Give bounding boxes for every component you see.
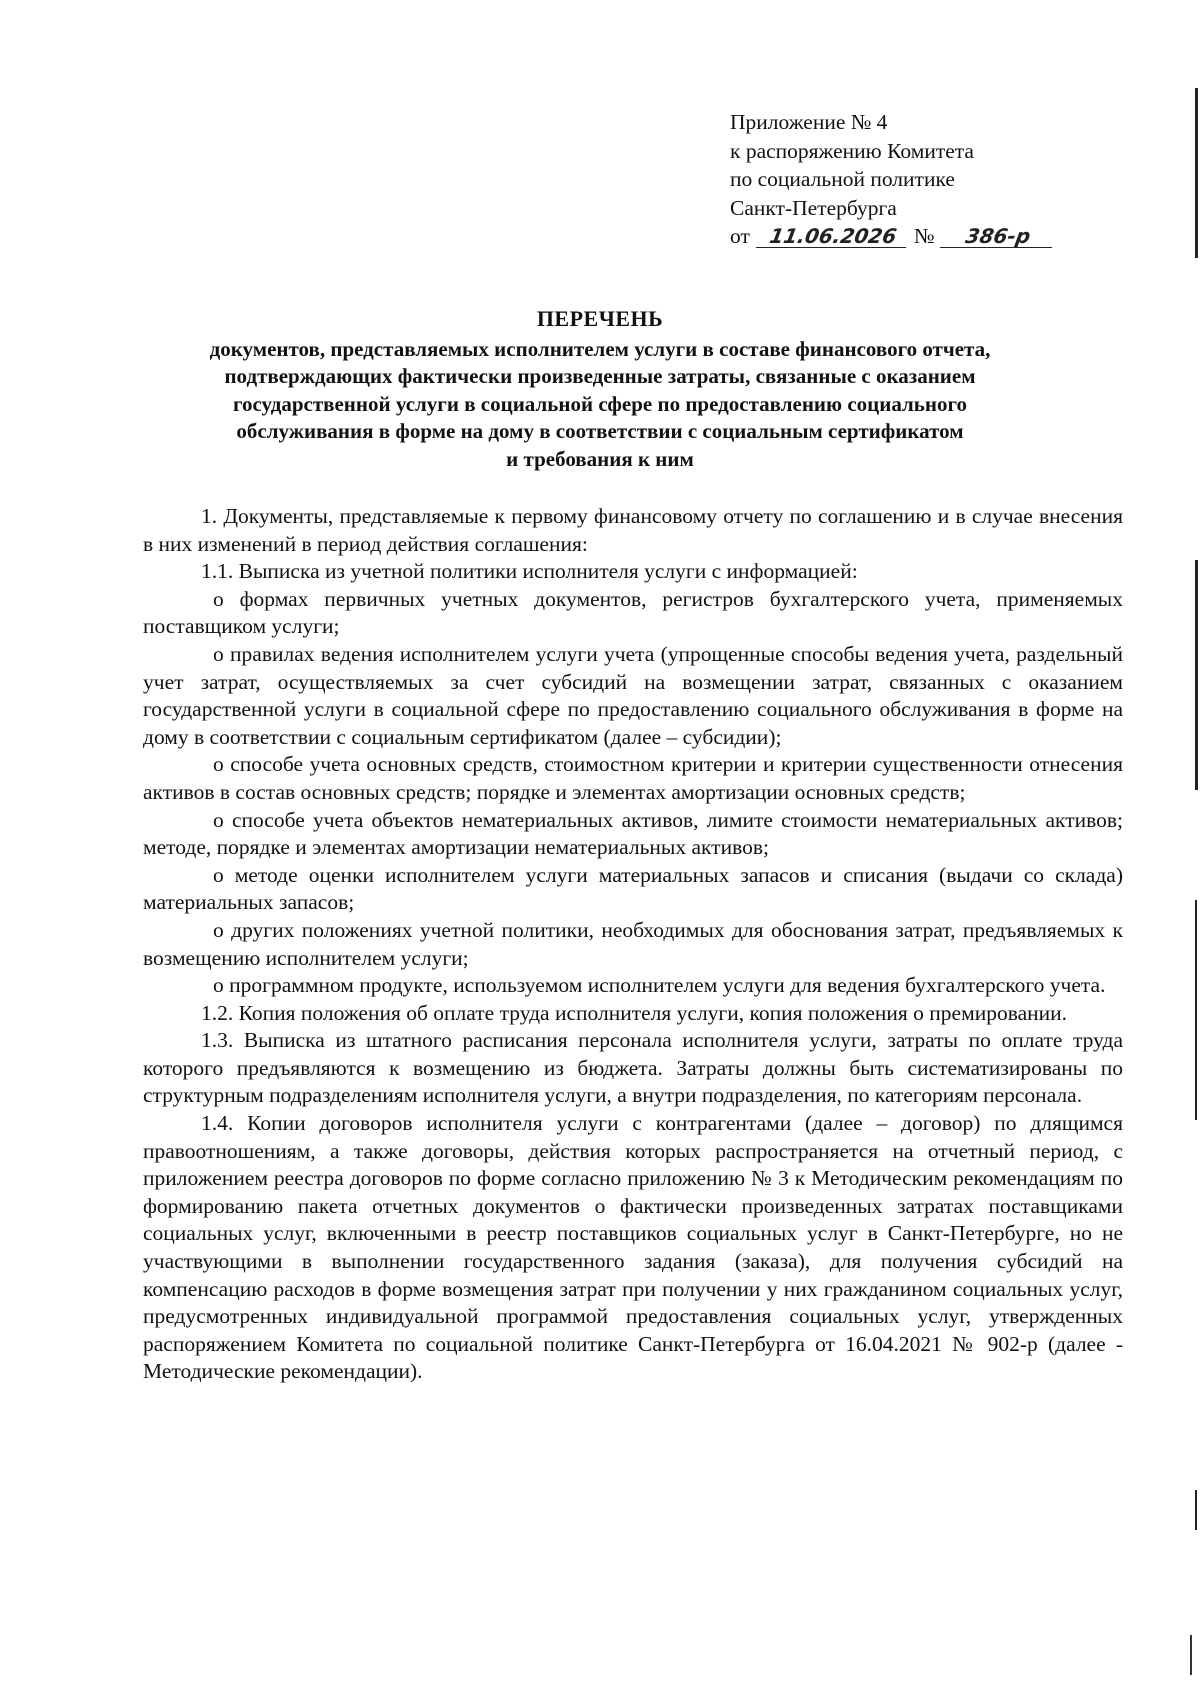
scan-edge-mark xyxy=(1195,560,1198,790)
title-line: государственной услуги в социальной сфере по предоставлению социального xyxy=(232,391,968,416)
scan-edge-mark xyxy=(1195,1490,1197,1530)
paragraph-1: 1. Документы, представляемые к первому финансовому отчету по соглашению и в случае внесения в них изменений в период действия соглашения: xyxy=(143,504,1123,556)
scan-corner-mark xyxy=(1190,1635,1198,1675)
title-main: ПЕРЕЧЕНЬ xyxy=(536,306,664,331)
handwritten-number: 386-р xyxy=(940,225,1056,248)
list-item: о программном продукте, используемом исполнителем услуги для ведения бухгалтерского учета. xyxy=(213,973,1106,998)
title-line: документов, представляемых исполнителем услуги в составе финансового отчета, xyxy=(209,336,991,361)
list-item: о формах первичных учетных документов, регистров бухгалтерского учета, применяемых поставщиком услуги; xyxy=(143,586,1123,639)
paragraph-1-2: 1.2. Копия положения об оплате труда исполнителя услуги, копия положения о премировании. xyxy=(201,1000,1068,1025)
appendix-line: по социальной политике xyxy=(730,167,955,191)
document-body xyxy=(143,503,1123,1386)
paragraph-1-4: 1.4. Копии договоров исполнителя услуги с контрагентами (далее – договор) по длящимся правоотношениям, а также договоры, действия которых распространяется на отчетный период, с приложением реестра договоров по форме согласно приложению № 3 к Методическим рекомендациям по формированию пакета отчетных документов о фактически произведенных затратах поставщиками социальных услуг, включенными в реестр поставщиков социальных услуг в Санкт-Петербурге, но не участвующими в выполнении государственного задания (заказа), для получения субсидий на компенсацию расходов в форме возмещения затрат при получении у них гражданином социальных услуг, предусмотренных индивидуальной программой предоставления социальных услуг, утвержденных распоряжением Комитета по социальной политике Санкт-Петербурга от 16.04.2021 № 902-р (далее - Методические рекомендации). xyxy=(143,1111,1123,1384)
number-label: № xyxy=(913,224,935,248)
title-line: обслуживания в форме на дому в соответствии с социальным сертификатом xyxy=(236,419,964,443)
list-item: о методе оценки исполнителем услуги материальных запасов и списания (выдачи со склада) материальных запасов; xyxy=(143,862,1123,915)
appendix-header xyxy=(730,108,1150,251)
scan-edge-mark xyxy=(1195,900,1197,1120)
handwritten-date: 11.06.2026 xyxy=(756,225,910,248)
list-item: о правилах ведения исполнителем услуги учета (упрощенные способы ведения учета, раздельный учет затрат, осуществляемых за счет субсидий на возмещении затрат, связанных с оказанием государственной услуги в социальной сфере по предоставлению социального обслуживания в форме на дому в соответствии с социальным сертификатом (далее – субсидии); xyxy=(143,641,1123,749)
appendix-line: к распоряжению Комитета xyxy=(730,138,974,163)
title-line: подтверждающих фактически произведенные затраты, связанные с оказанием xyxy=(224,364,976,388)
document-title xyxy=(150,305,1050,473)
appendix-line: Санкт-Петербурга xyxy=(730,195,897,220)
list-item: о других положениях учетной политики, необходимых для обоснования затрат, предъявляемых к возмещению исполнителем услуги; xyxy=(143,917,1123,970)
appendix-date-number-line xyxy=(730,222,1150,251)
scan-edge-mark xyxy=(1195,88,1198,258)
paragraph-1-3: 1.3. Выписка из штатного расписания персонала исполнителя услуги, затраты по оплате труда которого предъявляются к возмещению из бюджета. Затраты должны быть систематизированы по структурным подразделениям исполнителя услуги, а внутри подразделения, по категориям персонала. xyxy=(143,1028,1123,1108)
paragraph-1-1: 1.1. Выписка из учетной политики исполнителя услуги с информацией: xyxy=(201,559,858,584)
list-item: о способе учета объектов нематериальных активов, лимите стоимости нематериальных активов; методе, порядке и элементах амортизации нематериальных активов; xyxy=(143,807,1123,860)
title-line: и требования к ним xyxy=(506,446,694,471)
appendix-line: Приложение № 4 xyxy=(730,110,888,134)
from-label: от xyxy=(730,224,750,248)
list-item: о способе учета основных средств, стоимостном критерии и критерии существенности отнесения активов в состав основных средств; порядке и элементах амортизации основных средств; xyxy=(143,752,1123,804)
